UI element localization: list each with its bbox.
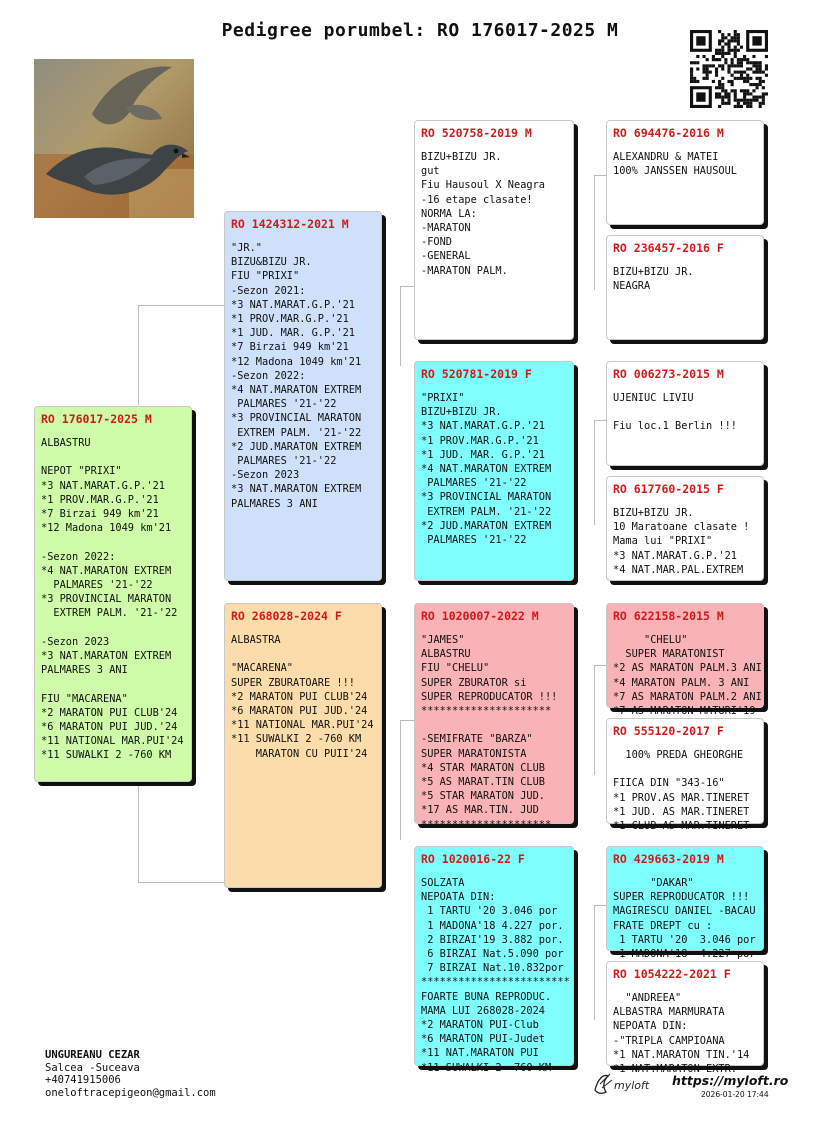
card-line: 1 MADONA'18 4.227 por bbox=[613, 948, 756, 961]
card-line: FIU "PRIXI" bbox=[231, 270, 300, 283]
card-line: SUPER ZBURATOR si bbox=[421, 676, 527, 689]
card-line: PALMARES 3 ANI bbox=[231, 497, 318, 510]
card-line: *4 NAT.MARATON EXTREM bbox=[421, 463, 552, 476]
card-line: ********************* bbox=[421, 818, 552, 831]
card-line: *1 JUD. AS MAR.TINERET bbox=[613, 805, 750, 818]
ring-number: RO 176017-2025 M bbox=[41, 412, 152, 426]
card-sire bbox=[224, 211, 382, 581]
card-sire-dam-dam bbox=[606, 476, 764, 581]
card-line: "PRIXI" bbox=[421, 392, 465, 404]
card-line: BIZU&BIZU JR. bbox=[231, 256, 312, 269]
ring-number: RO 1054222-2021 F bbox=[613, 967, 731, 981]
card-line: -Sezon 2021: bbox=[231, 284, 306, 297]
connector-line bbox=[594, 665, 606, 775]
card-line: *4 STAR MARATON CLUB bbox=[421, 761, 545, 774]
card-line: *3 NAT.MARAT.G.P.'21 bbox=[613, 549, 737, 562]
card-line: *1 NAT.MARATON TIN.'14 bbox=[613, 1048, 750, 1061]
connector-line bbox=[138, 782, 139, 882]
ring-number: RO 555120-2017 F bbox=[613, 724, 724, 738]
card-dam-dam bbox=[414, 846, 574, 1074]
card-dam-sire-dam bbox=[606, 718, 764, 833]
ring-number: RO 520758-2019 M bbox=[421, 126, 532, 140]
card-line: *1 CLUB AS MAR.TINERET bbox=[613, 820, 750, 833]
card-line: FIU "CHELU" bbox=[421, 662, 490, 675]
card-line: Mama lui "PRIXI" bbox=[613, 535, 713, 548]
card-line: *6 MARATON PUI-Judet bbox=[421, 1033, 545, 1046]
ring-number: RO 1424312-2021 M bbox=[231, 217, 349, 231]
card-line: *2 MARATON PUI CLUB'24 bbox=[231, 690, 368, 703]
card-line: *11 SUWALKI 2 -760 KM bbox=[41, 749, 172, 762]
card-line: *3 PROVINCIAL MARATON bbox=[421, 491, 552, 504]
card-line: -Sezon 2023 bbox=[41, 635, 110, 648]
card-line: EXTREM PALM. '21-'22 bbox=[231, 426, 362, 439]
card-dam-dam-sire bbox=[606, 846, 764, 961]
connector-line bbox=[138, 305, 224, 306]
ring-number: RO 1020016-22 F bbox=[421, 852, 525, 866]
card-line: *4 MARATON PALM. 3 ANI bbox=[613, 676, 750, 689]
card-line: *17 AS MAR.TIN. JUD bbox=[421, 804, 539, 817]
card-line: MARATON CU PUII'24 bbox=[231, 747, 368, 760]
card-line: FIU "MACARENA" bbox=[41, 692, 128, 705]
ring-number: RO 622158-2015 M bbox=[613, 609, 724, 623]
card-line: PALMARES '21-'22 bbox=[421, 477, 527, 490]
card-line: 2 BIRZAI'19 3.882 por. bbox=[421, 933, 564, 946]
card-line: *11 NATIONAL MAR.PUI'24 bbox=[41, 735, 184, 748]
card-line: *3 NAT.MARAT.G.P.'21 bbox=[41, 479, 165, 492]
card-line: *3 NAT.MARATON EXTREM bbox=[231, 483, 362, 496]
card-line: ALBASTRU bbox=[41, 437, 91, 449]
ring-number: RO 006273-2015 M bbox=[613, 367, 724, 381]
card-line bbox=[421, 718, 567, 732]
card-line: *3 PROVINCIAL MARATON bbox=[41, 593, 172, 606]
card-line: BIZU+BIZU JR. bbox=[421, 406, 502, 419]
card-line: NEPOATA DIN: bbox=[613, 1020, 688, 1033]
ring-number: RO 429663-2019 M bbox=[613, 852, 724, 866]
card-line: *2 JUD.MARATON EXTREM bbox=[421, 519, 552, 532]
card-line: *2 AS MARATON PALM.3 ANI bbox=[613, 662, 762, 675]
card-line: 7 BIRZAI Nat.10.832por bbox=[421, 962, 564, 975]
card-line: *1 PROV.MAR.G.P.'21 bbox=[421, 434, 539, 447]
card-line: ALBASTRU bbox=[421, 648, 471, 661]
ring-number: RO 268028-2024 F bbox=[231, 609, 342, 623]
myloft-url[interactable]: https://myloft.ro bbox=[672, 1073, 789, 1088]
card-line: PALMARES 3 ANI bbox=[41, 664, 128, 677]
card-line: *1 PROV.MAR.G.P.'21 bbox=[41, 493, 159, 506]
card-line: 10 Maratoane clasate ! bbox=[613, 521, 750, 534]
myloft-logo bbox=[592, 1070, 662, 1098]
card-line bbox=[41, 621, 185, 635]
card-sire-dam-sire bbox=[606, 361, 764, 466]
card-line: *6 MARATON PUI JUD.'24 bbox=[41, 721, 178, 734]
card-line: *7 AS MARATON MATURI'19 bbox=[613, 705, 756, 718]
card-line: *5 STAR MARATON JUD. bbox=[421, 790, 545, 803]
card-line: ************************ bbox=[421, 976, 570, 989]
card-line bbox=[231, 647, 375, 661]
card-line: *1 NAT.MARATON EXTR. bbox=[613, 1063, 737, 1076]
card-line: *7 Birzai 949 km'21 bbox=[231, 341, 349, 354]
card-line: BIZU+BIZU JR. bbox=[613, 266, 694, 278]
card-line: FOARTE BUNA REPRODUC. bbox=[421, 990, 552, 1003]
connector-line bbox=[138, 882, 224, 883]
card-line: 100% JANSSEN HAUSOUL bbox=[613, 165, 737, 178]
breeder-phone: +40741915006 bbox=[45, 1074, 121, 1086]
card-line bbox=[613, 762, 757, 776]
card-line: "DAKAR" bbox=[613, 877, 694, 889]
card-line: *4 NAT.MARATON EXTREM bbox=[231, 384, 362, 397]
card-line: "ANDREEA" bbox=[613, 992, 682, 1004]
card-line: *11 SUWALKI 2 -760 KM bbox=[421, 1061, 552, 1074]
card-sire-sire-sire bbox=[606, 120, 764, 225]
card-line: ********************* bbox=[421, 705, 552, 718]
card-line: *1 PROV.MAR.G.P.'21 bbox=[231, 313, 349, 326]
card-line: NEAGRA bbox=[613, 280, 651, 293]
card-line: NEPOT "PRIXI" bbox=[41, 465, 122, 478]
card-line: ALEXANDRU & MATEI bbox=[613, 151, 719, 163]
print-date: 2026-01-20 17:44 bbox=[701, 1090, 769, 1099]
card-line: *12 Madona 1049 km'21 bbox=[41, 522, 172, 535]
ring-number: RO 236457-2016 F bbox=[613, 241, 724, 255]
connector-line bbox=[594, 420, 606, 525]
card-line: *4 NAT.MAR.PAL.EXTREM bbox=[613, 563, 744, 576]
card-line bbox=[613, 405, 757, 419]
card-line: UJENIUC LIVIU bbox=[613, 392, 694, 404]
card-line: gut bbox=[421, 165, 440, 178]
card-line: 100% PREDA GHEORGHE bbox=[613, 749, 744, 761]
card-line: -SEMIFRATE "BARZA" bbox=[421, 733, 533, 746]
card-line: *6 MARATON PUI JUD.'24 bbox=[231, 705, 368, 718]
card-line: PALMARES '21-'22 bbox=[231, 455, 337, 468]
card-line: FIICA DIN "343-16" bbox=[613, 777, 725, 790]
pigeon-photo bbox=[34, 59, 194, 218]
card-line: 1 TARTU '20 3.046 por bbox=[421, 905, 558, 918]
card-line: PALMARES '21-'22 bbox=[231, 398, 337, 411]
card-line: *3 NAT.MARAT.G.P.'21 bbox=[231, 298, 355, 311]
card-line: SUPER REPRODUCATOR !!! bbox=[421, 690, 558, 703]
card-line: *5 AS MARAT.TIN CLUB bbox=[421, 776, 545, 789]
card-line: *3 PROVINCIAL MARATON bbox=[231, 412, 362, 425]
card-line: NEPOATA DIN: bbox=[421, 891, 496, 904]
card-line: BIZU+BIZU JR. bbox=[613, 507, 694, 519]
card-sire-dam bbox=[414, 361, 574, 581]
card-line: EXTREM PALM. '21-'22 bbox=[41, 607, 178, 620]
card-line: -Sezon 2023 bbox=[231, 469, 300, 482]
card-line: ALBASTRA bbox=[231, 634, 281, 646]
card-line: PALMARES '21-'22 bbox=[421, 534, 527, 547]
card-line: 1 TARTU '20 3.046 por bbox=[613, 933, 756, 946]
card-line: -"TRIPLA CAMPIOANA bbox=[613, 1034, 725, 1047]
card-line: -16 etape clasate! bbox=[421, 193, 533, 206]
card-line: "JR." bbox=[231, 242, 262, 254]
card-line: *4 NAT.MARATON EXTREM bbox=[41, 564, 172, 577]
card-line: -MARATON PALM. bbox=[421, 264, 508, 277]
connector-line bbox=[138, 305, 139, 405]
card-line: Fiu Hausoul X Neagra bbox=[421, 179, 545, 192]
card-dam bbox=[224, 603, 382, 888]
card-line: *11 NATIONAL MAR.PUI'24 bbox=[231, 719, 374, 732]
card-line: *3 NAT.MARAT.G.P.'21 bbox=[421, 420, 545, 433]
page-title: Pedigree porumbel: RO 176017-2025 M bbox=[221, 20, 619, 41]
card-line: -Sezon 2022: bbox=[231, 369, 306, 382]
card-line bbox=[41, 535, 185, 549]
card-line: -GENERAL bbox=[421, 250, 471, 263]
card-dam-sire bbox=[414, 603, 574, 831]
card-line: "JAMES" bbox=[421, 634, 465, 646]
connector-line bbox=[594, 175, 606, 290]
card-line: PALMARES '21-'22 bbox=[41, 579, 153, 592]
card-line: *7 Birzai 949 km'21 bbox=[41, 508, 159, 521]
ring-number: RO 617760-2015 F bbox=[613, 482, 724, 496]
card-line: *1 PROV.AS MAR.TINERET bbox=[613, 791, 750, 804]
card-line: *3 NAT.MARATON EXTREM bbox=[41, 650, 172, 663]
card-line: 6 BIRZAI Nat.5.090 por bbox=[421, 948, 564, 961]
card-line: -FOND bbox=[421, 236, 452, 249]
connector-line bbox=[400, 286, 414, 366]
card-line: *7 AS MARATON PALM.2 ANI bbox=[613, 690, 762, 703]
card-sire-sire bbox=[414, 120, 574, 340]
svg-text:myloft: myloft bbox=[614, 1079, 650, 1092]
card-line: *11 NAT.MARATON PUI bbox=[421, 1047, 539, 1060]
connector-line bbox=[594, 905, 606, 1020]
card-line: MAGIRESCU DANIEL -BACAU bbox=[613, 905, 756, 918]
breeder-name: UNGUREANU CEZAR bbox=[45, 1049, 140, 1061]
card-line: MAMA LUI 268028-2024 bbox=[421, 1004, 545, 1017]
card-line: NORMA LA: bbox=[421, 207, 477, 220]
card-line: -Sezon 2022: bbox=[41, 550, 116, 563]
ring-number: RO 694476-2016 M bbox=[613, 126, 724, 140]
card-line: *2 MARATON PUI-Club bbox=[421, 1019, 539, 1032]
ring-number: RO 520781-2019 F bbox=[421, 367, 532, 381]
card-line: BIZU+BIZU JR. bbox=[421, 151, 502, 163]
card-line: *2 JUD.MARATON EXTREM bbox=[231, 440, 362, 453]
card-line: SUPER MARATONISTA bbox=[421, 747, 527, 760]
card-line: *12 Madona 1049 km'21 bbox=[231, 355, 362, 368]
card-line: *1 JUD. MAR. G.P.'21 bbox=[421, 448, 545, 461]
card-line: SUPER ZBURATOARE !!! bbox=[231, 676, 355, 689]
breeder-city: Salcea -Suceava bbox=[45, 1061, 140, 1074]
card-line: "MACARENA" bbox=[231, 662, 293, 675]
card-line: ALBASTRA MARMURATA bbox=[613, 1006, 725, 1019]
card-line: SOLZATA bbox=[421, 877, 465, 889]
breeder-info bbox=[45, 1049, 216, 1099]
card-line: EXTREM PALM. '21-'22 bbox=[421, 505, 552, 518]
qr-code bbox=[690, 30, 768, 108]
card-line: *11 SUWALKI 2 -760 KM bbox=[231, 733, 362, 746]
card-line: "CHELU" bbox=[613, 634, 688, 646]
card-dam-sire-sire bbox=[606, 603, 764, 718]
card-line: *1 JUD. MAR. G.P.'21 bbox=[231, 327, 355, 340]
card-line: SUPER REPRODUCATOR !!! bbox=[613, 891, 750, 904]
ring-number: RO 1020007-2022 M bbox=[421, 609, 539, 623]
card-subject bbox=[34, 406, 192, 782]
card-line: *2 MARATON PUI CLUB'24 bbox=[41, 706, 178, 719]
card-line: Fiu loc.1 Berlin !!! bbox=[613, 420, 737, 433]
card-line: 1 MADONA'18 4.227 por. bbox=[421, 919, 564, 932]
card-line: -MARATON bbox=[421, 222, 471, 235]
card-sire-sire-dam bbox=[606, 235, 764, 340]
card-line bbox=[41, 677, 185, 691]
breeder-email: oneloftracepigeon@gmail.com bbox=[45, 1086, 216, 1099]
connector-line bbox=[400, 720, 414, 840]
card-line bbox=[41, 450, 185, 464]
card-dam-dam-dam bbox=[606, 961, 764, 1076]
card-line: FRATE DREPT cu : bbox=[613, 919, 713, 932]
card-line: SUPER MARATONIST bbox=[613, 648, 725, 661]
